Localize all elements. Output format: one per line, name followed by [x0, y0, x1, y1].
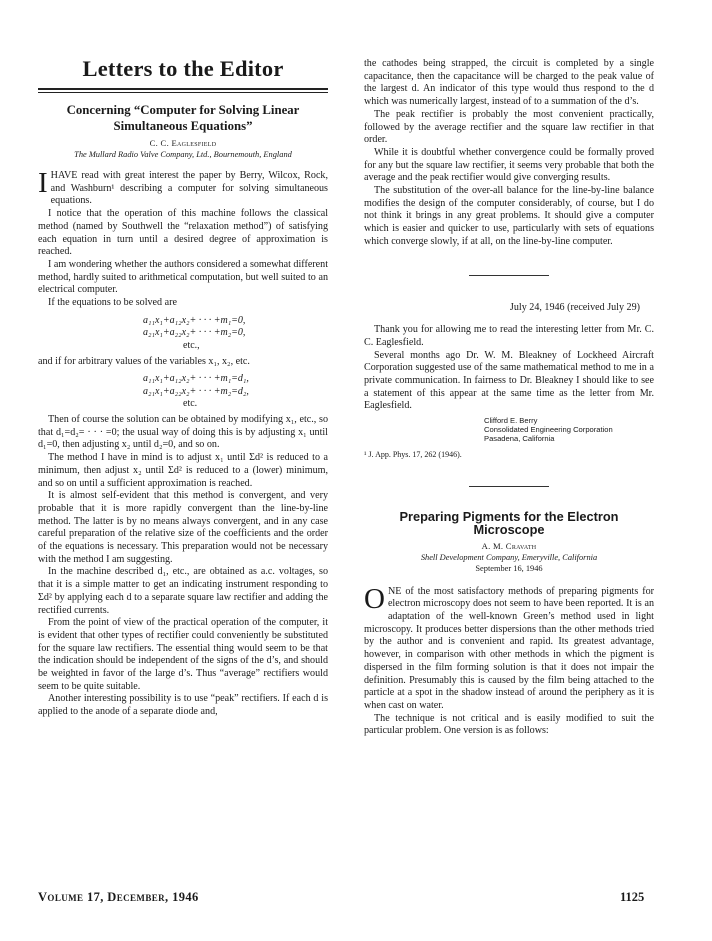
reply-signature — [364, 416, 654, 443]
signature-name: Clifford E. Berry — [484, 416, 538, 426]
article2-paragraph-1-text: NE of the most satisfactory methods of preparing pigments for electron microscopy does not seem to have been reported. It is an adaptation of the well-known Green’s method used in light microscopy. It produces better dispersions than the other methods tried by the author and is convenient and rapid. Its greatest advantage, however, in comparison with other methods in which the pigment is dispersed in the film forming solution is that it does not impair the definition. Presumably this is caused by the film being attached to the particle at a spot in the shadow instead of around the periphery as it is when cast on water. — [364, 585, 654, 711]
left-column — [38, 56, 328, 719]
equation-line: etc., — [183, 339, 200, 351]
article1-paragraph-1-text: HAVE read with great interest the paper by Berry, Wilcox, Rock, and Washburn¹ describing a computer for solving simultaneous equations. — [50, 170, 328, 207]
article1-author: C. C. Eaglesfield — [149, 138, 217, 148]
right-column — [364, 58, 654, 738]
equation-line: a₁₁x₁+a₁₂x₂+ · · · +m₁=0, — [143, 314, 246, 326]
article2-paragraph-2: The technique is not critical and is easily modified to suit the particular problem. One version is as follows: — [364, 712, 654, 737]
article2-title: Preparing Pigments for the Electron Microscope — [399, 509, 619, 537]
article1-paragraph-3: I am wondering whether the authors considered a somewhat different method, hardly suited to arithmetical computation, but well suited to an electrical computer. — [38, 258, 328, 296]
reply-paragraph-2: Several months ago Dr. W. M. Bleakney of Lockheed Aircraft Corporation suggested use of the same mathematical method to me in a private communication. In fairness to Dr. Bleakney I should like to see a statement of this appear at the same time as the letter from Mr. Eaglesfield. — [364, 349, 654, 412]
article1-paragraph-13: While it is doubtful whether convergence could be formally proved for any but the square law rectifier, it seems very probable that both the average and the peak rectifier would give converging results. — [364, 146, 654, 184]
article1-paragraph-11-continued: the cathodes being strapped, the circuit is completed by a single capacitance, then the capacitance will be charged to the peak value of the largest d. An indicator of this type would thus respond to the d which was numerically largest, instead of to a summation of the d’s. — [364, 58, 654, 108]
article1-paragraph-2: I notice that the operation of this machine follows the classical method (named by Southwell the “relaxation method”) of satisfying each equation in turn until a desired degree of approximation is reached. — [38, 208, 328, 258]
title-rule-thin — [38, 92, 328, 93]
article1-affiliation: The Mullard Radio Valve Company, Ltd., Bournemouth, England — [74, 150, 292, 159]
article1-paragraph-9: In the machine described d₁, etc., are obtained as a.c. voltages, so that it is a simple matter to get an indicating instrument responding to Σd² by applying each d to a separate square law rectifier and adding the rectified currents. — [38, 566, 328, 616]
reply-paragraph-1: Thank you for allowing me to read the interesting letter from Mr. C. C. Eaglesfield. — [364, 324, 654, 348]
article1-paragraph-5: and if for arbitrary values of the variables x₁, x₂, etc. — [38, 355, 250, 367]
equation-block-2 — [38, 373, 328, 411]
article2-affiliation: Shell Development Company, Emeryville, California — [420, 552, 598, 562]
article1-paragraph-6: Then of course the solution can be obtained by modifying x₁, etc., so that d₁=d₂= · · · =0; the usual way of doing this is by adjusting x₁ until d₁=0, then adjusting x₂ until d₂=0, and so on. — [38, 414, 328, 451]
reply-date: July 24, 1946 (received July 29) — [509, 301, 640, 313]
footer-page-number: 1125 — [620, 890, 645, 904]
article1-title: Concerning “Computer for Solving Linear Simultaneous Equations” — [66, 103, 300, 133]
footer-volume: Volume 17, December, 1946 — [38, 890, 199, 904]
article2-paragraph-1 — [364, 582, 654, 713]
article2-date: September 16, 1946 — [475, 563, 543, 573]
equation-block-1 — [38, 315, 328, 353]
article1-paragraph-11: Another interesting possibility is to use “peak” rectifiers. If each d is applied to the anode of a separate diode and, — [38, 693, 328, 718]
article1-paragraph-12: The peak rectifier is probably the most convenient practically, followed by the average rectifier and the square law rectifier in that order. — [364, 108, 654, 146]
title-rule-thick — [38, 88, 328, 90]
equation-line: a₂₁x₁+a₂₂x₂+ · · · +m₂=0, — [143, 327, 246, 339]
article2-author: A. M. Cravath — [481, 540, 537, 551]
equation-line: a₂₁x₁+a₂₂x₂+ · · · +m₂=d₂, — [143, 385, 249, 397]
equation-line: a₁₁x₁+a₁₂x₂+ · · · +m₁=d₁, — [143, 373, 249, 385]
article2-dropcap: O — [364, 582, 385, 615]
article1-paragraph-14: The substitution of the over-all balance for the line-by-line balance modifies the design of the computer considerably, of course, but I do not think it brings in any great problems. It should give a computer which is easier and quicker to use, particularly with sets of equations which converge slowly, if at all, on the line-by-line computer. — [364, 185, 654, 247]
article1-paragraph-7: The method I have in mind is to adjust x₁ until Σd² is reduced to a minimum, then adjust x₂ until Σd² is reduced to a (lower) minimum, and so on until a sufficient approximation is reached. — [38, 452, 328, 489]
footnote: ¹ J. App. Phys. 17, 262 (1946). — [364, 450, 462, 460]
article1-paragraph-4: If the equations to be solved are — [48, 297, 177, 309]
equation-line: etc. — [183, 398, 198, 410]
article1-paragraph-1 — [38, 167, 328, 208]
signature-location: Pasadena, California — [484, 434, 555, 444]
article1-paragraph-8: It is almost self-evident that this method is convergent, and very probable that it is more rapidly convergent than the line-by-line method. The latter is by no means always convergent, and in any case careful preparation of the relative size of the coefficients and the order of the equations is necessary. This preparation would not be necessary with the method I am suggesting. — [38, 490, 328, 565]
article1-paragraph-10: From the point of view of the practical operation of the computer, it is evident that other types of rectifier could conveniently be substituted for the square law rectifiers. The essential thing would seem to be that the indication should be independent of the signs of the d’s, and should be weighted in favor of the large d’s. Thus “average” rectifiers would seem to be quite suitable. — [38, 617, 328, 692]
section-title: Letters to the Editor — [82, 56, 284, 81]
separator-rule — [469, 275, 549, 276]
signature-organization: Consolidated Engineering Corporation — [484, 425, 613, 435]
article1-dropcap: I — [38, 167, 48, 199]
separator-rule — [469, 486, 549, 487]
